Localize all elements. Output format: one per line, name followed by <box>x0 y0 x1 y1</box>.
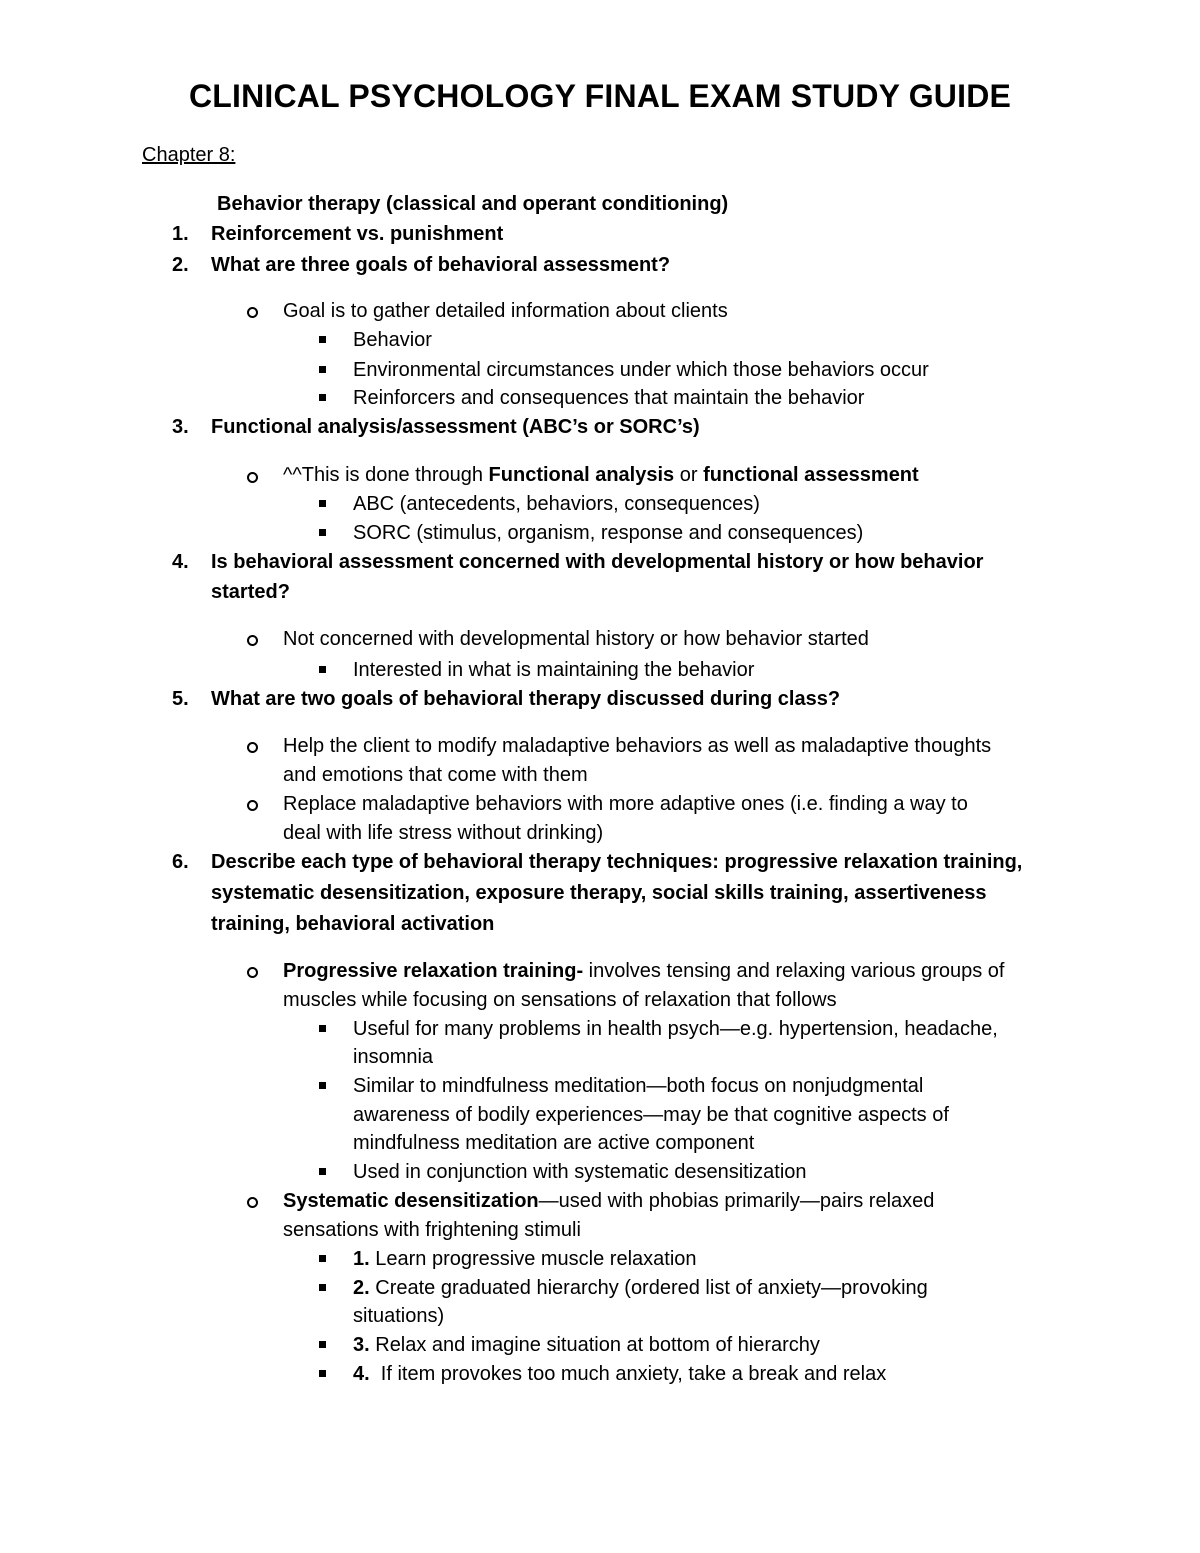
q5-goal-1-line1: Help the client to modify maladaptive behaviors as well as maladaptive thoughts <box>283 735 992 757</box>
question-5: What are two goals of behavioral therapy discussed during class? <box>211 688 841 710</box>
sd-step-1: 1. Learn progressive muscle relaxation <box>353 1248 697 1270</box>
q4-answer: Not concerned with developmental history or how behavior started <box>283 628 869 650</box>
square-bullet-icon <box>319 336 326 343</box>
list-item: Useful for many problems in health psych—e.g. hypertension, headache, <box>353 1018 998 1040</box>
q3-note: ^^This is done through Functional analysis or functional assessment <box>283 464 919 486</box>
circle-bullet-icon <box>247 800 258 811</box>
sd-step-2: 2. Create graduated hierarchy (ordered list of anxiety—provoking <box>353 1277 928 1299</box>
q5-goal-2-line1: Replace maladaptive behaviors with more adaptive ones (i.e. finding a way to <box>283 793 968 815</box>
circle-bullet-icon <box>247 967 258 978</box>
item-number: 1. <box>172 223 189 245</box>
prt-line2: muscles while focusing on sensations of relaxation that follows <box>283 989 837 1011</box>
sd-step-4: 4. If item provokes too much anxiety, take a break and relax <box>353 1363 887 1385</box>
list-item: Behavior <box>353 329 432 351</box>
sd-line2: sensations with frightening stimuli <box>283 1219 581 1241</box>
list-item-cont: awareness of bodily experiences—may be that cognitive aspects of <box>353 1104 949 1126</box>
sd-line1: Systematic desensitization—used with phobias primarily—pairs relaxed <box>283 1190 935 1212</box>
list-item: Reinforcers and consequences that maintain the behavior <box>353 387 865 409</box>
question-1: Reinforcement vs. punishment <box>211 223 504 245</box>
sd-step-3: 3. Relax and imagine situation at bottom of hierarchy <box>353 1334 820 1356</box>
q2-goal: Goal is to gather detailed information about clients <box>283 300 728 322</box>
square-bullet-icon <box>319 366 326 373</box>
square-bullet-icon <box>319 500 326 507</box>
question-4-line2: started? <box>211 581 290 603</box>
page-title: CLINICAL PSYCHOLOGY FINAL EXAM STUDY GUIDE <box>188 78 1012 114</box>
q5-goal-2-line2: deal with life stress without drinking) <box>283 822 604 844</box>
question-4-line1: Is behavioral assessment concerned with developmental history or how behavior <box>211 551 984 573</box>
item-number: 3. <box>172 416 189 438</box>
chapter-heading: Chapter 8: <box>142 144 236 166</box>
question-6-line3: training, behavioral activation <box>211 913 495 935</box>
circle-bullet-icon <box>247 472 258 483</box>
item-number: 5. <box>172 688 189 710</box>
intro-text: Behavior therapy (classical and operant conditioning) <box>217 193 729 215</box>
list-item: Similar to mindfulness meditation—both focus on nonjudgmental <box>353 1075 924 1097</box>
square-bullet-icon <box>319 1025 326 1032</box>
square-bullet-icon <box>319 1341 326 1348</box>
square-bullet-icon <box>319 666 326 673</box>
circle-bullet-icon <box>247 307 258 318</box>
sd-step-2-cont: situations) <box>353 1305 445 1327</box>
q5-goal-1-line2: and emotions that come with them <box>283 764 588 786</box>
list-item: SORC (stimulus, organism, response and consequences) <box>353 522 864 544</box>
list-item: ABC (antecedents, behaviors, consequences) <box>353 493 760 515</box>
circle-bullet-icon <box>247 742 258 753</box>
list-item-cont: insomnia <box>353 1046 434 1068</box>
list-item: Used in conjunction with systematic desensitization <box>353 1161 807 1183</box>
question-6-line2: systematic desensitization, exposure therapy, social skills training, assertiveness <box>211 882 987 904</box>
list-item: Interested in what is maintaining the behavior <box>353 659 755 681</box>
circle-bullet-icon <box>247 1197 258 1208</box>
square-bullet-icon <box>319 1284 326 1291</box>
circle-bullet-icon <box>247 635 258 646</box>
question-6-line1: Describe each type of behavioral therapy techniques: progressive relaxation training, <box>211 851 1023 873</box>
square-bullet-icon <box>319 529 326 536</box>
question-3: Functional analysis/assessment (ABC’s or SORC’s) <box>211 416 700 438</box>
list-item: Environmental circumstances under which those behaviors occur <box>353 359 929 381</box>
item-number: 2. <box>172 254 189 276</box>
square-bullet-icon <box>319 394 326 401</box>
square-bullet-icon <box>319 1168 326 1175</box>
square-bullet-icon <box>319 1370 326 1377</box>
item-number: 6. <box>172 851 189 873</box>
square-bullet-icon <box>319 1255 326 1262</box>
list-item-cont: mindfulness meditation are active component <box>353 1132 755 1154</box>
square-bullet-icon <box>319 1082 326 1089</box>
prt-line1: Progressive relaxation training- involves tensing and relaxing various groups of <box>283 960 1005 982</box>
item-number: 4. <box>172 551 189 573</box>
question-2: What are three goals of behavioral assessment? <box>211 254 671 276</box>
